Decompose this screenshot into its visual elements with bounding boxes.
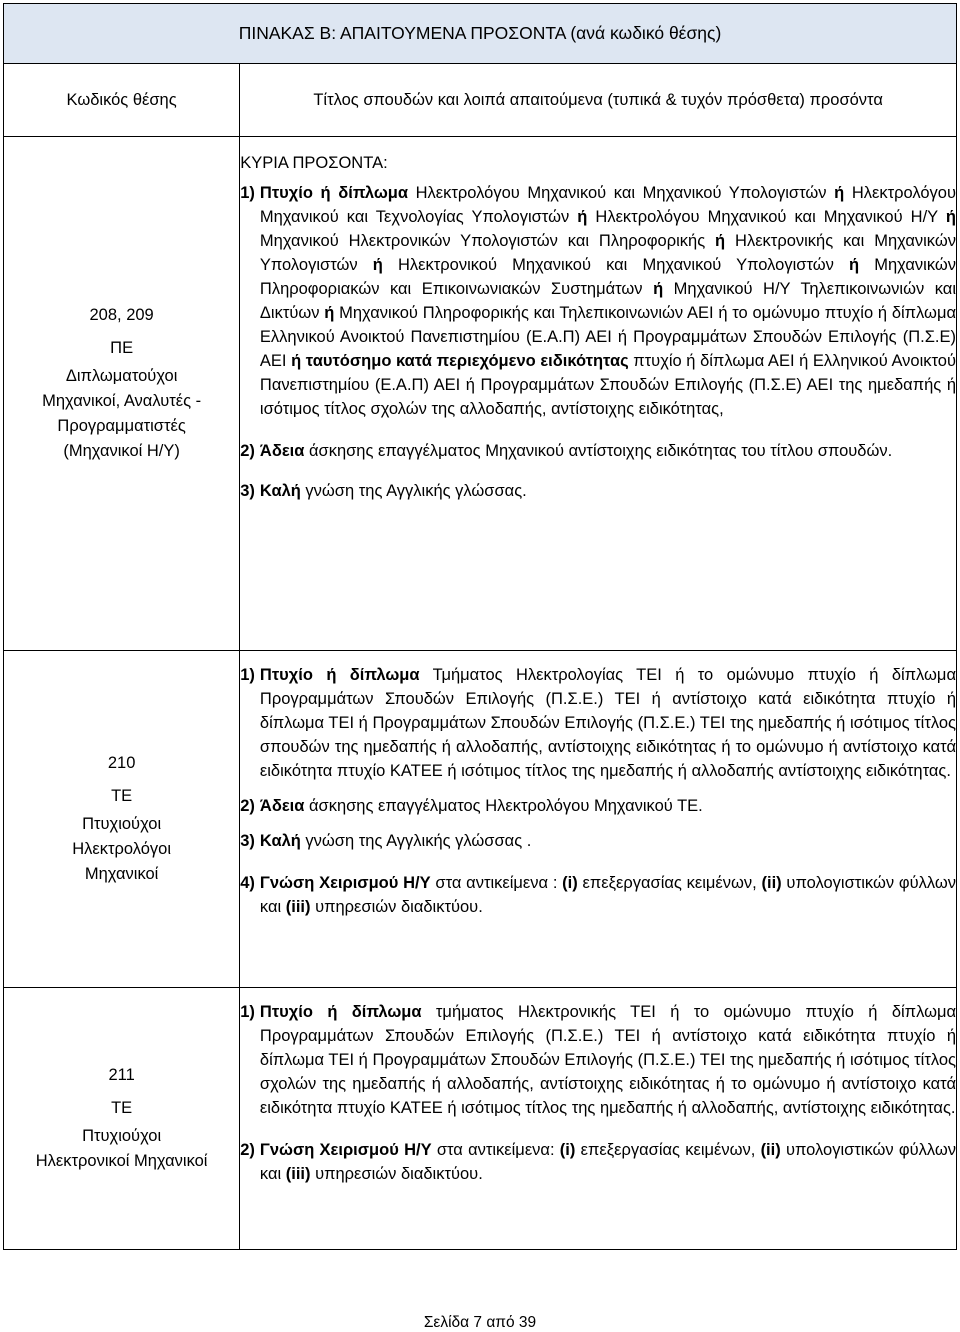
item-text [260,439,956,463]
bold-text-run: (iii) [285,1165,311,1183]
position-title-line: Ηλεκτρονικοί Μηχανικοί [35,1152,208,1170]
qualification-item [240,794,956,818]
qualification-item [240,663,956,783]
position-code: 210 [107,754,136,772]
bold-text-run: Γνώση Χειρισμού Η/Υ [259,874,431,892]
qualifications-cell [240,137,957,651]
position-category: ΠΕ [110,339,134,357]
bold-text-run: (i) [562,874,578,892]
qualification-item [240,1138,956,1186]
bold-text-run: Πτυχίο ή δίπλωμα [259,666,420,684]
text-run: Μηχανικού Ηλεκτρονικών Υπολογιστών και Πληροφορικής [259,232,716,250]
text-run: υπολογιστικών φύλλων και [259,1141,956,1183]
table-title: ΠΙΝΑΚΑΣ Β: ΑΠΑΙΤΟΥΜΕΝΑ ΠΡΟΣΟΝΤΑ (ανά κωδικό θέσης) [4,4,957,64]
page-footer: Σελίδα 7 από 39 [423,1314,537,1331]
bold-text-run: ή [945,208,956,226]
position-code: 208, 209 [89,306,154,324]
position-title-line: (Μηχανικοί Η/Υ) [63,442,180,460]
bold-text-run: ή [324,304,335,322]
position-code-cell [4,988,240,1250]
bold-text-run: Άδεια [259,797,305,815]
position-code-cell [4,651,240,988]
item-number: 1) [240,184,255,202]
text-run: Ηλεκτρολόγου Μηχανικού και Μηχανικού Υπολογιστών [408,184,835,202]
position-category: ΤΕ [111,787,133,805]
column-header-row [4,64,957,137]
bold-text-run: ή [849,256,860,274]
text-run: γνώση της Αγγλικής γλώσσας. [300,482,527,500]
position-title-line: Μηχανικοί [84,865,159,883]
item-number: 4) [240,874,255,892]
text-run: Μηχανικού Πληροφορικής και Τηλεπικοινωνιών ΑΕΙ ή το ομώνυμο πτυχίο ή δίπλωμα Ελληνικού Ανοικτού Πανεπιστημίου (Ε.Α.Π) ΑΕΙ ή Προγραμμάτων Σπουδών Επιλογής (Π.Σ.Ε) ΑΕΙ [259,304,956,370]
item-text [260,1138,956,1186]
text-run: Τμήματος Ηλεκτρολογίας ΤΕΙ ή το ομώνυμο πτυχίο ή δίπλωμα Προγραμμάτων Σπουδών Επιλογής (Π.Σ.Ε.) ΤΕΙ ή αντίστοιχο κατά ειδικότητα πτυχίο ή δίπλωμα ΤΕΙ ή Προγραμμάτων Σπουδών Επιλογής (Π.Σ.Ε.) ΤΕΙ της ημεδαπής ή ισότιμος τίτλος σπουδών της ημεδαπής ή αλλοδαπής, αντίστοιχης ειδικότητας ή το ομώνυμο ή αντίστοιχο κατά ειδικότητα πτυχίο ΚΑΤΕΕ ή ισότιμος τίτλος της ημεδαπής ή αλλοδαπής αντίστοιχης ειδικότητας. [259,666,956,780]
text-run: Ηλεκτρονικού Μηχανικού και Μηχανικού Υπολογιστών [382,256,849,274]
position-title-line: Ηλεκτρολόγοι [72,840,172,858]
bold-text-run: (iii) [285,898,311,916]
item-number: 3) [240,832,255,850]
bold-text-run: ή ταυτόσημο κατά περιεχόμενο ειδικότητας [291,352,629,370]
bold-text-run: (i) [559,1141,576,1159]
table-title-row [4,4,957,64]
bold-text-run: ή [577,208,588,226]
item-number: 2) [240,1141,255,1159]
bold-text-run: ή [653,280,664,298]
position-title-line: Πτυχιούχοι [82,815,162,833]
text-run: τμήματος Ηλεκτρονικής ΤΕΙ ή το ομώνυμο πτυχίο ή δίπλωμα Προγραμμάτων Σπουδών Επιλογής (Π.Σ.Ε.) ΤΕΙ ή αντίστοιχο κατά ειδικότητα πτυχίο ή δίπλωμα ΤΕΙ ή Προγραμμάτων Σπουδών Επιλογής (Π.Σ.Ε.) ΤΕΙ της ημεδαπής ή ισότιμος τίτλος σχολών της ημεδαπής ή αλλοδαπής, αντίστοιχης ειδικότητας ή το ομώνυμο ή αντίστοιχο κατά ειδικότητα πτυχίο ΚΑΤΕΕ ή ισότιμος τίτλος της ημεδαπής ή αλλοδαπής, αντίστοιχης ειδικότητας. [259,1003,956,1117]
column-header-code: Κωδικός θέσης [4,64,240,137]
qualifications-cell [240,988,957,1250]
text-run: επεξεργασίας κειμένων, [577,874,762,892]
qualification-item [240,181,956,421]
qualification-item [240,439,956,463]
bold-text-run: ή [715,232,726,250]
position-category: ΤΕ [111,1099,133,1117]
bold-text-run: Πτυχίο ή δίπλωμα [259,184,408,202]
item-text [260,871,956,919]
column-header-title [240,64,957,137]
text-run: Μηχανικών Πληροφοριακών και Επικοινωνιακών Συστημάτων [259,256,956,298]
item-number: 2) [240,797,255,815]
position-code: 211 [108,1066,135,1084]
bold-text-run: Πτυχίο ή δίπλωμα [259,1003,422,1021]
qualifications-cell [240,651,957,988]
item-number: 3) [240,482,255,500]
item-text [260,479,956,503]
position-title-line: Προγραμματιστές [57,417,186,435]
position-title-line: Διπλωματούχοι [65,367,178,385]
item-number: 2) [240,442,255,460]
qualification-item [240,479,956,503]
text-run: πτυχίο ή δίπλωμα ΑΕΙ ή Ελληνικού Ανοικτού Πανεπιστημίου (Ε.Α.Π) ΑΕΙ ή Προγραμμάτων Σπουδών Επιλογής (Π.Σ.Ε) ΑΕΙ της ημεδαπής ή ισότιμος τίτλος σχολών της αλλοδαπής, αντίστοιχης ειδικότητας, [259,352,956,418]
column-header-title-text: Τίτλος σπουδών και λοιπά απαιτούμενα (τυπικά & τυχόν πρόσθετα) προσόντα [313,90,883,109]
item-number: 1) [240,666,255,684]
text-run: επεξεργασίας κειμένων, [575,1141,761,1159]
document-page [3,3,957,1250]
text-run: υπηρεσιών διαδικτύου. [310,1165,483,1183]
bold-text-run: Γνώση Χειρισμού Η/Υ [259,1141,432,1159]
table-row [4,988,957,1250]
position-title-line: Μηχανικοί, Αναλυτές - [42,392,202,410]
text-run: υπολογιστικών φύλλων και [259,874,956,916]
qualification-item [240,871,956,919]
text-run: γνώση της Αγγλικής γλώσσας . [300,832,532,850]
text-run: στα αντικείμενα : [430,874,563,892]
qualification-item [240,829,956,853]
position-code-cell [4,137,240,651]
requirements-table [3,3,957,1250]
text-run: στα αντικείμενα: [431,1141,560,1159]
bold-text-run: Άδεια [259,442,305,460]
table-row [4,137,957,651]
text-run: άσκησης επαγγέλματος Μηχανικού αντίστοιχης ειδικότητας του τίτλου σπουδών. [304,442,893,460]
qualification-item [240,1000,956,1120]
item-text [260,794,956,818]
text-run: Μηχανικού Η/Υ Τηλεπικοινωνιών και Δικτύων [259,280,956,322]
item-text [260,663,956,783]
bold-text-run: ή [372,256,383,274]
bold-text-run: Καλή [259,832,301,850]
position-title-line: Πτυχιούχοι [82,1127,162,1145]
bold-text-run: ή [834,184,845,202]
text-run: Ηλεκτρολόγου Μηχανικού και Τεχνολογίας Υπολογιστών [259,184,956,226]
text-run: υπηρεσιών διαδικτύου. [310,898,483,916]
text-run: Ηλεκτρονικής και Μηχανικών Υπολογιστών [259,232,956,274]
bold-text-run: Καλή [259,482,301,500]
bold-text-run: (ii) [760,1141,781,1159]
item-text [260,829,956,853]
main-qualifications-heading: ΚΥΡΙΑ ΠΡΟΣΟΝΤΑ: [240,154,388,172]
text-run: άσκησης επαγγέλματος Ηλεκτρολόγου Μηχανικού ΤΕ. [304,797,703,815]
text-run: Ηλεκτρολόγου Μηχανικού και Μηχανικού Η/Υ [587,208,946,226]
item-text [260,181,956,421]
table-row [4,651,957,988]
item-number: 1) [240,1003,255,1021]
bold-text-run: (ii) [761,874,782,892]
item-text [260,1000,956,1120]
